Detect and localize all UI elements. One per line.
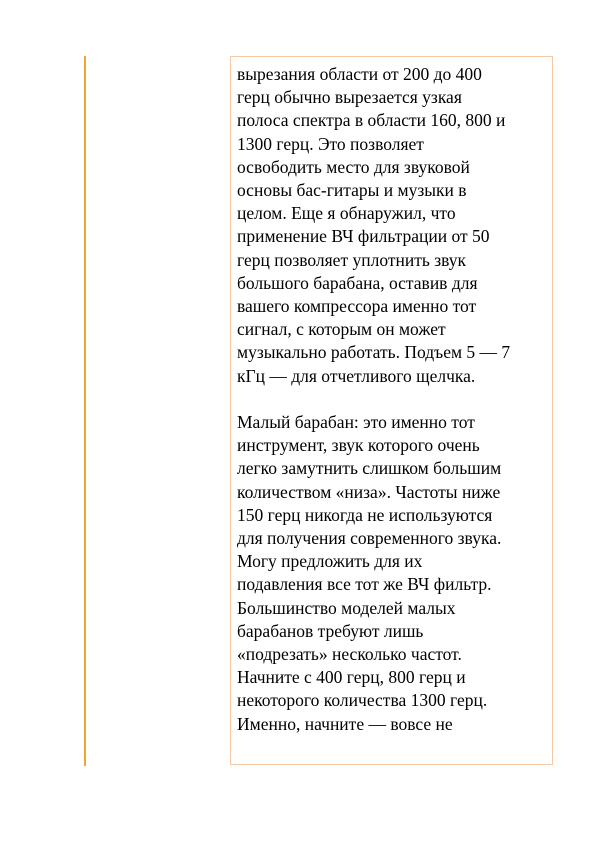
text-line: основы бас-гитары и музыки в <box>237 180 467 201</box>
text-line: легко замутнить слишком большим <box>237 458 502 479</box>
text-line: барабанов требуют лишь <box>237 620 424 641</box>
text-line: для получения современного звука. <box>237 528 502 549</box>
margin-rule <box>84 56 86 766</box>
text-line: кГц — для отчетливого щелчка. <box>237 365 476 386</box>
text-line: Начните с 400 герц, 800 герц и <box>237 667 466 688</box>
text-line: применение ВЧ фильтрации от 50 <box>237 226 490 247</box>
paragraph-snare-drum <box>237 411 548 736</box>
text-line: герц позволяет уплотнить звук <box>237 249 467 270</box>
text-line: герц обычно вырезается узкая <box>237 87 462 108</box>
text-line: «подрезать» несколько частот. <box>237 644 462 665</box>
text-line: большого барабана, оставив для <box>237 272 478 293</box>
text-line: количеством «низа». Частоты ниже <box>237 481 501 502</box>
text-line: музыкально работать. Подъем 5 — 7 <box>237 342 511 363</box>
text-line: 150 герц никогда не используются <box>237 504 493 525</box>
text-line: вашего компрессора именно тот <box>237 296 477 317</box>
text-line: вырезания области от 200 до 400 <box>237 64 482 84</box>
paragraph-kick-drum <box>237 63 548 388</box>
text-body <box>237 63 548 736</box>
text-line: Малый барабан: это именно тот <box>237 412 475 433</box>
text-line: некоторого количества 1300 герц. <box>237 690 488 711</box>
text-line: Именно, начните — вовсе не <box>237 713 453 734</box>
text-line: целом. Еще я обнаружил, что <box>237 203 456 224</box>
text-frame <box>230 56 553 765</box>
text-line: Могу предложить для их <box>237 551 423 572</box>
text-line: освободить место для звуковой <box>237 156 470 177</box>
text-line: подавления все тот же ВЧ фильтр. <box>237 574 492 595</box>
text-line: Большинство моделей малых <box>237 597 456 618</box>
text-line: 1300 герц. Это позволяет <box>237 133 424 154</box>
text-line: сигнал, с которым он может <box>237 319 446 340</box>
text-line: инструмент, звук которого очень <box>237 435 480 456</box>
text-line: полоса спектра в области 160, 800 и <box>237 110 506 131</box>
paragraph-gap <box>237 388 548 411</box>
